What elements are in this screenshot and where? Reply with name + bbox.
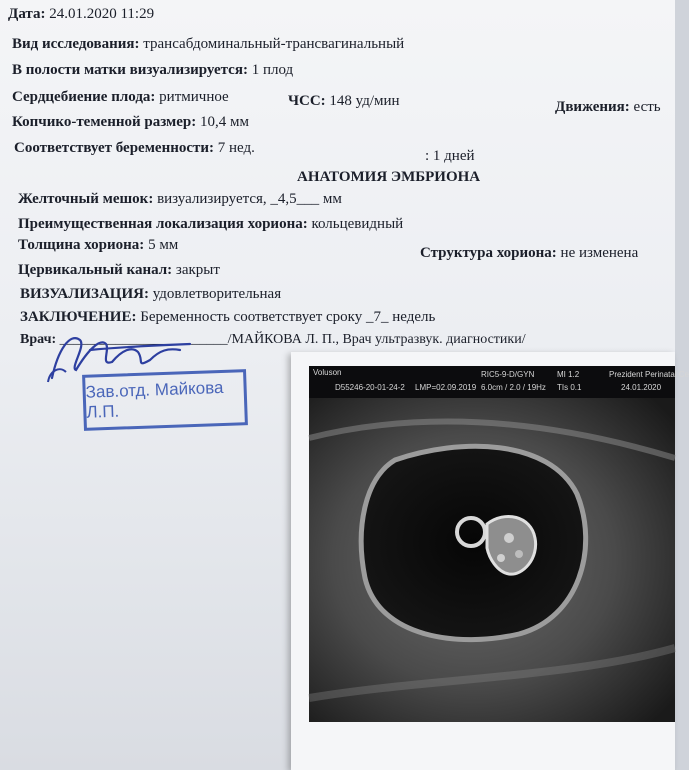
yolk-row xyxy=(18,191,342,208)
chorion-struct-label: Структура хориона: xyxy=(420,245,557,261)
chorion-loc-row xyxy=(18,216,403,233)
hr-label: ЧСС: xyxy=(288,93,326,109)
ga-days: : 1 дней xyxy=(425,148,475,164)
visual-label: ВИЗУАЛИЗАЦИЯ: xyxy=(20,286,149,302)
conclusion-value: Беременность соответствует сроку _7_ недель xyxy=(140,309,436,325)
date-value: 24.01.2020 11:29 xyxy=(49,6,155,22)
study-row xyxy=(12,36,404,53)
chorion-struct-row xyxy=(420,245,638,262)
us-brand: Voluson xyxy=(313,368,342,377)
chorion-loc-value: кольцевидный xyxy=(311,216,404,232)
ga-row xyxy=(14,140,255,157)
study-value: трансабдоминальный-трансвагинальный xyxy=(143,36,405,52)
conclusion-label: ЗАКЛЮЧЕНИЕ: xyxy=(20,309,137,325)
visual-value: удовлетворительная xyxy=(152,286,282,302)
chorion-struct-value: не изменена xyxy=(560,245,639,261)
heartbeat-value: ритмичное xyxy=(159,89,229,105)
date-label: Дата: xyxy=(8,6,46,22)
cervical-row xyxy=(18,262,220,279)
us-id: D55246-20-01-24-2 xyxy=(335,383,405,392)
us-mi: MI 1.2 xyxy=(557,370,580,379)
yolk-value: визуализируется, _4,5___ мм xyxy=(157,191,342,207)
ga-weeks: 7 нед. xyxy=(217,140,255,156)
us-date: 24.01.2020 xyxy=(621,383,662,392)
chorion-thick-value: 5 мм xyxy=(148,237,179,253)
chorion-thick-label: Толщина хориона: xyxy=(18,237,145,253)
date-row xyxy=(8,6,154,23)
us-clinic: Prezident Perinatal Ce xyxy=(609,370,689,379)
cervical-value: закрыт xyxy=(175,262,220,278)
movement-value: есть xyxy=(633,99,661,115)
heartbeat-label: Сердцебиение плода: xyxy=(12,89,156,105)
anatomy-title: АНАТОМИЯ ЭМБРИОНА xyxy=(297,169,481,185)
us-lmp: LMP=02.09.2019 xyxy=(415,383,477,392)
doctor-label: Врач: xyxy=(20,332,57,347)
crl-value: 10,4 мм xyxy=(200,114,249,130)
ultrasound-image xyxy=(309,398,675,722)
stamp-icon xyxy=(82,369,248,431)
ultrasound-printout xyxy=(291,352,689,770)
hr-value: 148 уд/мин xyxy=(329,93,400,109)
ga-label: Соответствует беременности: xyxy=(14,140,215,156)
cavity-value: 1 плод xyxy=(251,62,294,78)
cavity-row xyxy=(12,62,293,79)
us-tis: TIs 0.1 xyxy=(557,383,582,392)
crl-row xyxy=(12,114,249,131)
study-label: Вид исследования: xyxy=(12,36,140,52)
visual-row xyxy=(20,286,281,303)
cervical-label: Цервикальный канал: xyxy=(18,262,173,278)
movement-row xyxy=(555,99,661,116)
ultrasound-header xyxy=(309,366,689,398)
heartbeat-row xyxy=(12,89,229,106)
us-params: 6.0cm / 2.0 / 19Hz xyxy=(481,383,546,392)
crl-label: Копчико-теменной размер: xyxy=(12,114,197,130)
cavity-label: В полости матки визуализируется: xyxy=(12,62,248,78)
chorion-thick-row xyxy=(18,237,178,254)
doctor-value: ________________________/МАЙКОВА Л. П., Врач ультразвук. диагностики/ xyxy=(59,332,526,347)
chorion-loc-label: Преимущественная локализация хориона: xyxy=(18,216,308,232)
us-probe: RIC5-9-D/GYN xyxy=(481,370,535,379)
ultrasound-scan-icon xyxy=(309,398,675,722)
movement-label: Движения: xyxy=(555,99,630,115)
hr-row xyxy=(288,93,400,110)
stamp-text: Зав.отд. Майкова Л.П. xyxy=(85,377,224,422)
yolk-label: Желточный мешок: xyxy=(18,191,154,207)
